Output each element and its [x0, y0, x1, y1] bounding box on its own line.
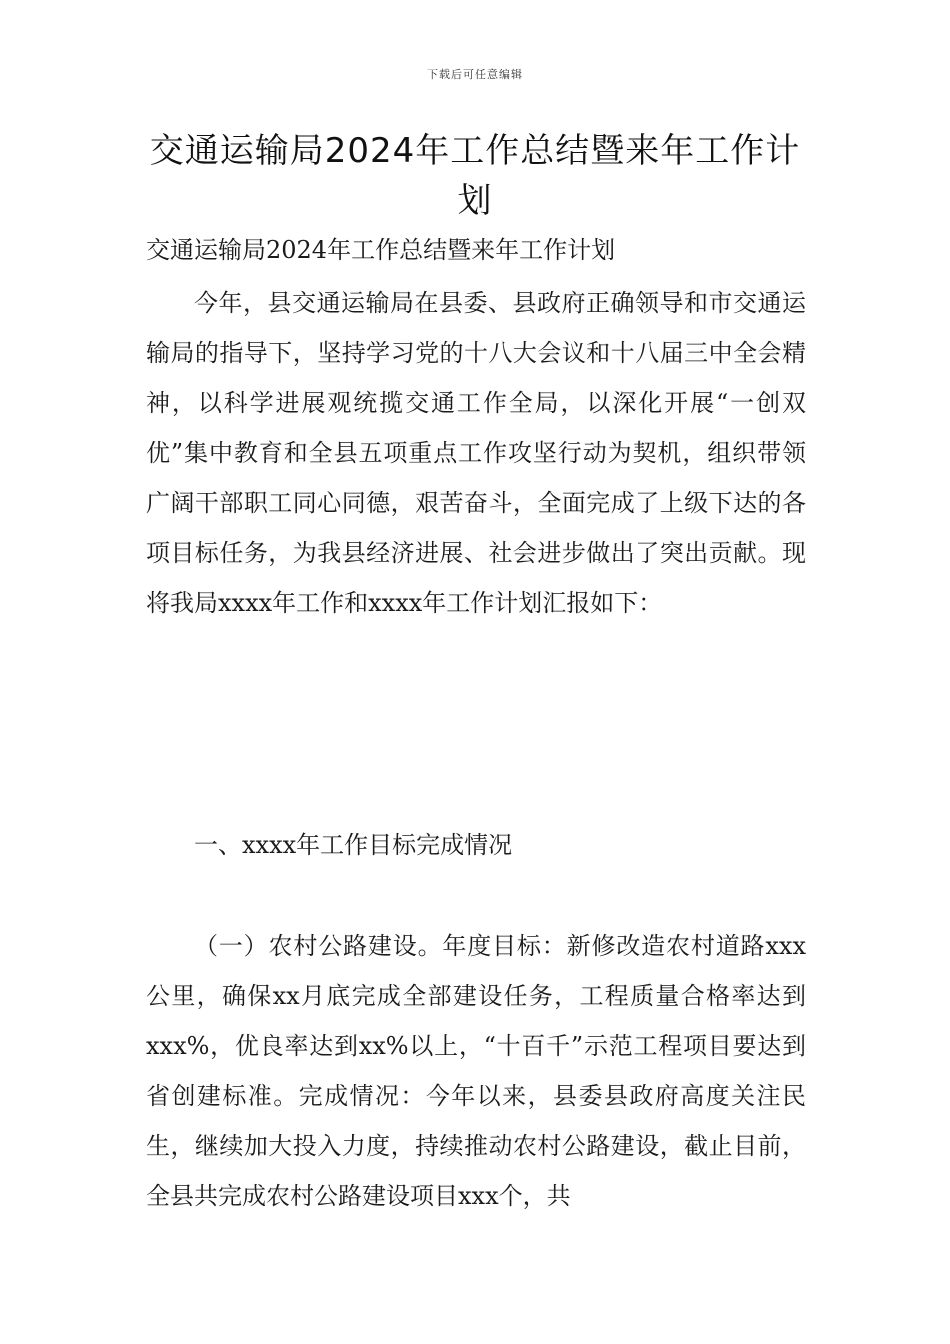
- header-note: 下载后可任意编辑: [427, 68, 523, 81]
- subsection-paragraph: （一）农村公路建设。年度目标：新修改造农村道路xxx公里，确保xx月底完成全部建设任务，工程质量合格率达到xxx%，优良率达到xx%以上，“十百千”示范工程项目要达到省创建标准。完成情况：今年以来，县委县政府高度关注民生，继续加大投入力度，持续推动农村公路建设，截止目前，全县共完成农村公路建设项目xxx个，共: [146, 932, 806, 1210]
- section-heading: 一、xxxx年工作目标完成情况: [194, 831, 513, 859]
- document-subtitle: 交通运输局2024年工作总结暨来年工作计划: [146, 236, 616, 264]
- document-title: 交通运输局2024年工作总结暨来年工作计划: [149, 131, 801, 221]
- intro-paragraph: 今年，县交通运输局在县委、县政府正确领导和市交通运输局的指导下，坚持学习党的十八大会议和十八届三中全会精神，以科学进展观统揽交通工作全局，以深化开展“一创双优”集中教育和全县五项重点工作攻坚行动为契机，组织带领广阔干部职工同心同德，艰苦奋斗，全面完成了上级下达的各项目标任务，为我县经济进展、社会进步做出了突出贡献。现将我局xxxx年工作和xxxx年工作计划汇报如下：: [146, 289, 806, 617]
